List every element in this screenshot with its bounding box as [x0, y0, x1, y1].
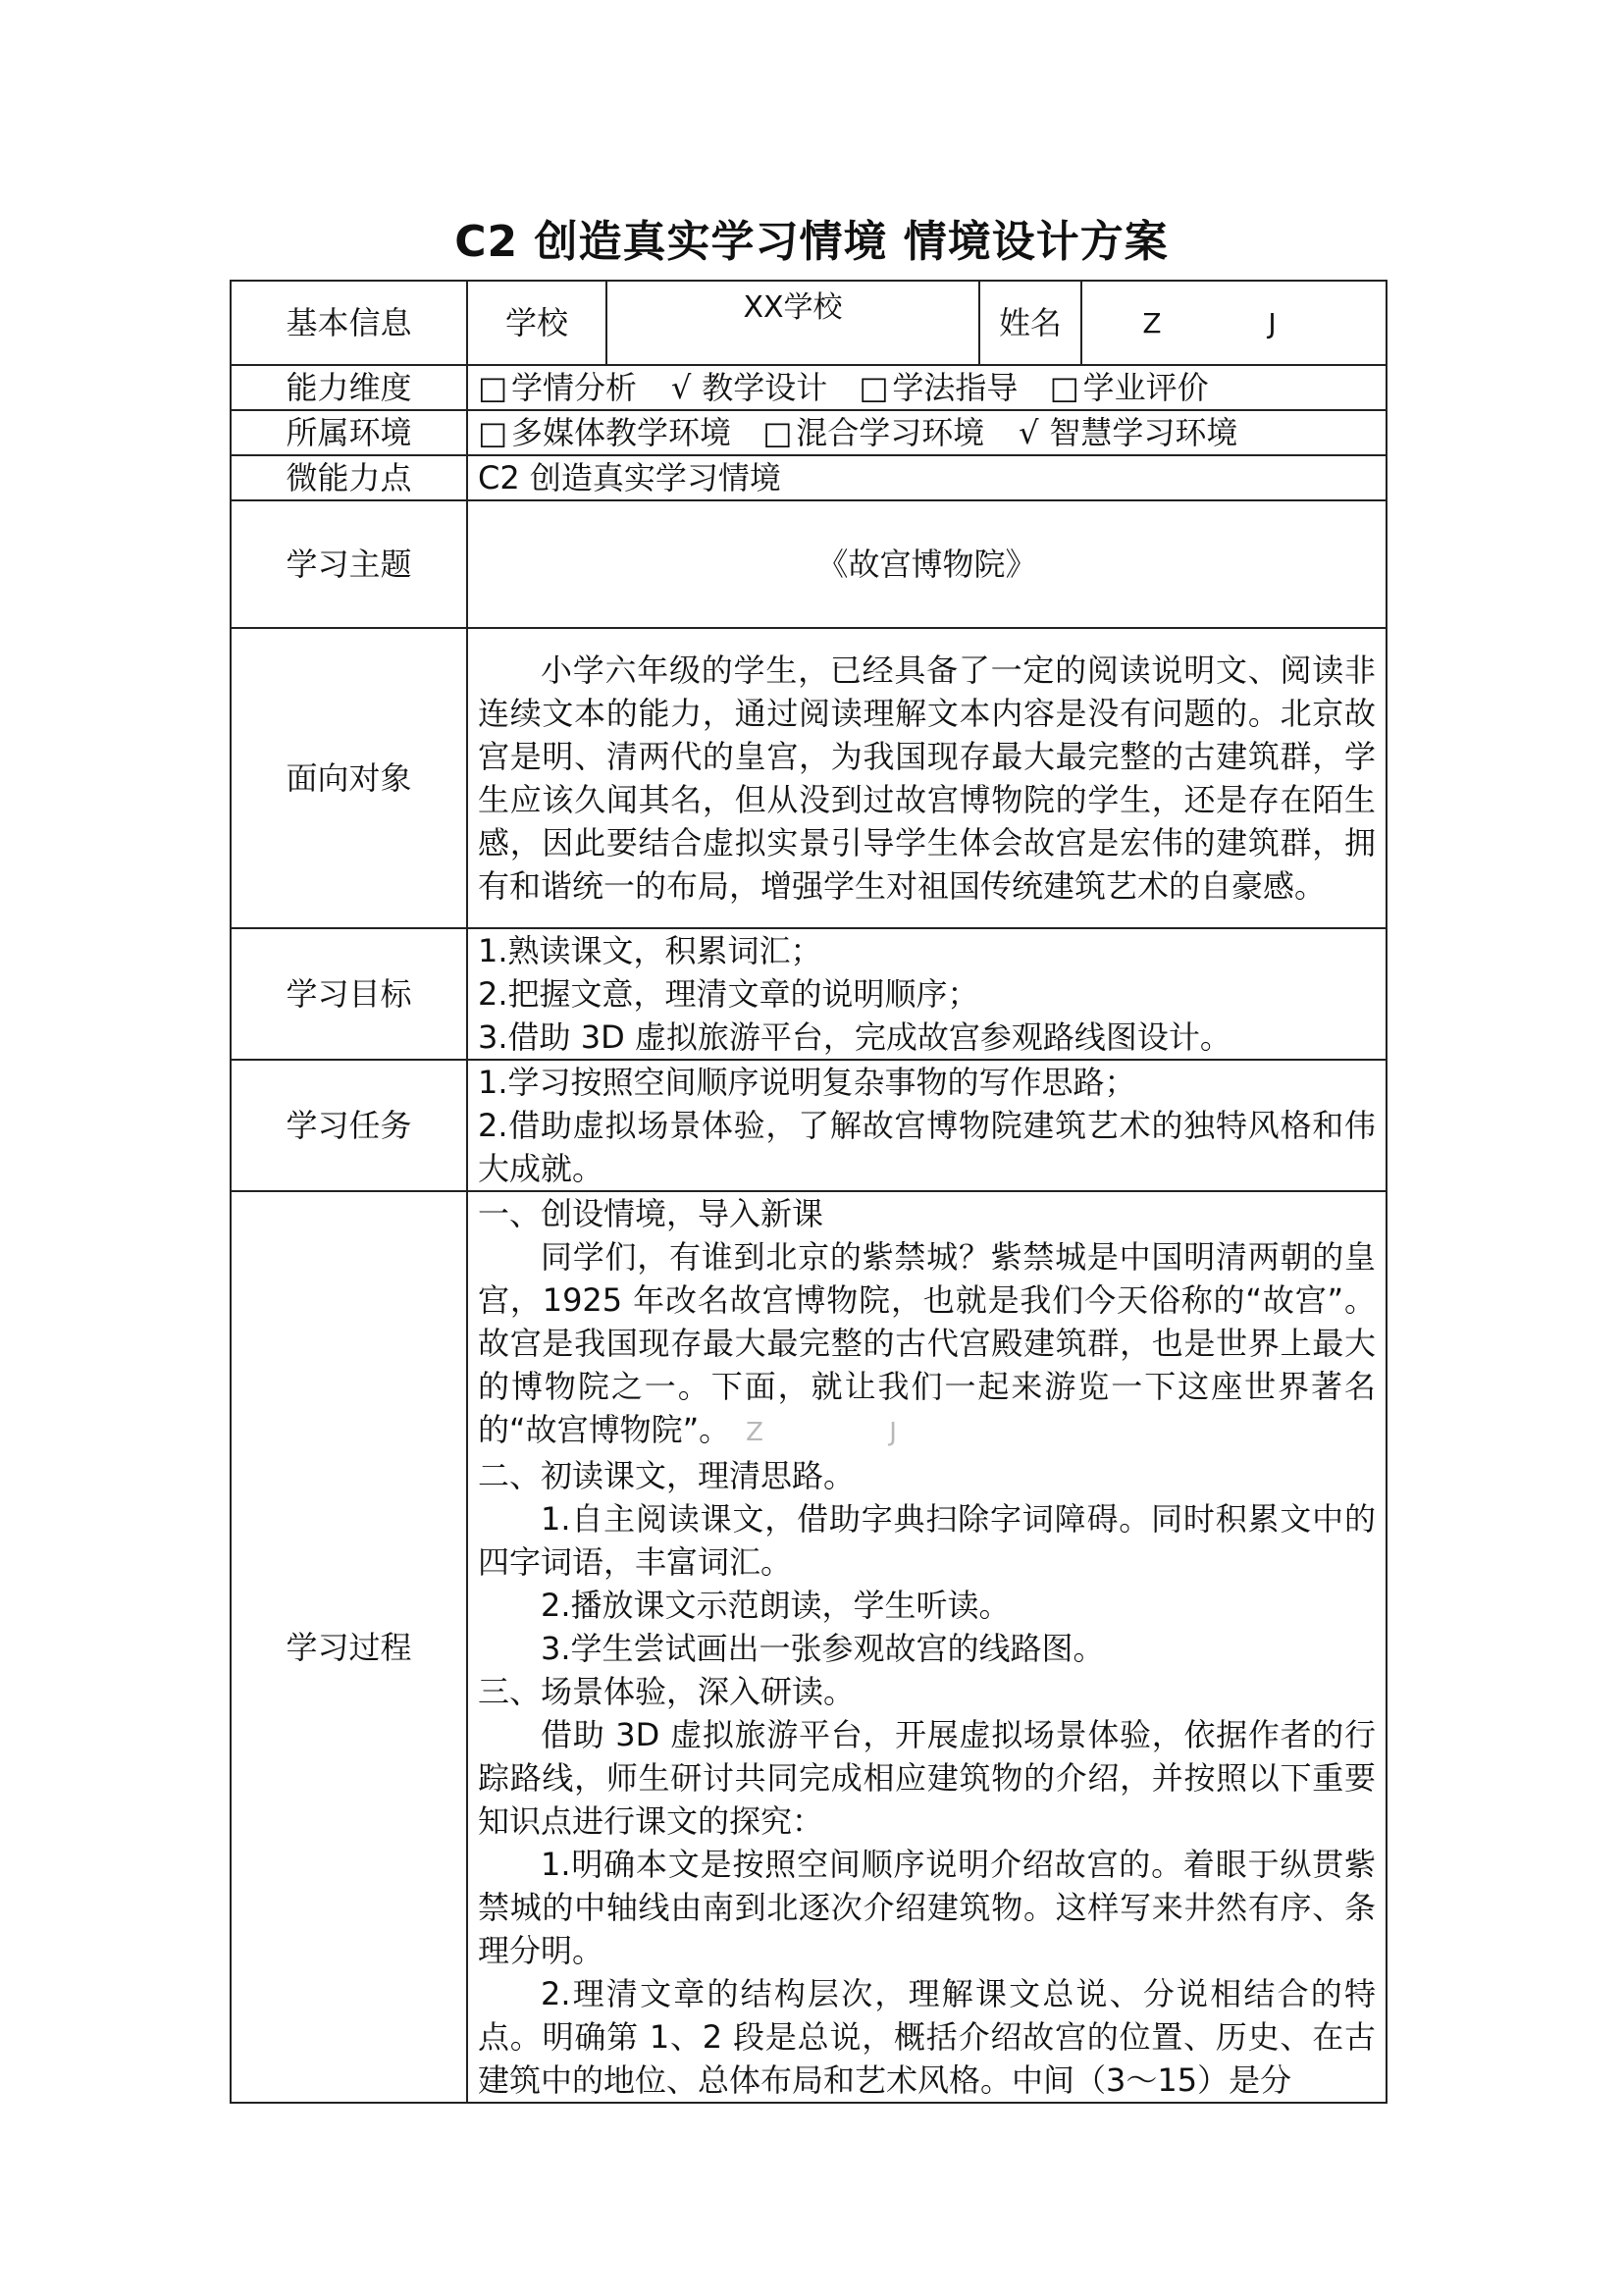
environment-option-1	[478, 414, 731, 451]
goal-item: 2.把握文意，理清文章的说明顺序；	[478, 975, 979, 1013]
checkbox-icon: □	[1049, 369, 1079, 406]
task-item: 1.学习按照空间顺序说明复杂事物的写作思路；	[478, 1064, 1136, 1101]
audience-paragraph: 小学六年级的学生，已经具备了一定的阅读说明文、阅读非连续文本的能力，通过阅读理解文本内容是没有问题的。北京故宫是明、清两代的皇宫，为我国现存最大最完整的古建筑群，学生应该久闻其名，但从没到过故宫博物院的学生，还是存在陌生感，因此要结合虚拟实景引导学生体会故宫是宏伟的建筑群，拥有和谐统一的布局，增强学生对祖国传统建筑艺术的自豪感。	[478, 652, 1376, 905]
ability-option-label: 教学设计	[702, 369, 828, 406]
process-paragraph: 借助 3D 虚拟旅游平台，开展虚拟场景体验，依据作者的行踪路线，师生研讨共同完成相应建筑物的介绍，并按照以下重要知识点进行课文的探究：	[478, 1716, 1376, 1840]
ability-option-label: 学业评价	[1082, 369, 1209, 406]
process-heading-1: 一、创设情境，导入新课	[478, 1195, 824, 1232]
value-name	[1081, 281, 1387, 365]
label-ability: 能力维度	[231, 365, 467, 410]
value-topic: 《故宫博物院》	[467, 500, 1387, 628]
label-goals: 学习目标	[231, 928, 467, 1060]
ability-option-label: 学情分析	[511, 369, 638, 406]
row-micro-ability	[231, 455, 1387, 500]
goal-item: 3.借助 3D 虚拟旅游平台，完成故宫参观路线图设计。	[478, 1018, 1231, 1056]
row-ability	[231, 365, 1387, 410]
environment-option-label: 智慧学习环境	[1049, 414, 1238, 451]
process-paragraph	[478, 1235, 1376, 1454]
value-micro-ability: C2 创造真实学习情境	[467, 455, 1387, 500]
process-heading-2: 二、初读课文，理清思路。	[478, 1457, 856, 1494]
checkbox-icon: □	[478, 369, 508, 406]
process-heading-3: 三、场景体验，深入研读。	[478, 1673, 856, 1710]
process-text: 同学们，有谁到北京的紫禁城？紫禁城是中国明清两朝的皇宫，1925 年改名故宫博物院，也就是我们今天俗称的“故宫”。故宫是我国现存最大最完整的古代宫殿建筑群，也是世界上最大的博物院之一。下面，就让我们一起来游览一下这座世界著名的“故宫博物院”。	[478, 1238, 1376, 1448]
label-micro-ability: 微能力点	[231, 455, 467, 500]
school-name-text: XX学校	[743, 290, 843, 325]
label-environment: 所属环境	[231, 410, 467, 455]
design-table	[230, 280, 1387, 2104]
environment-option-2	[762, 414, 984, 451]
environment-option-label: 混合学习环境	[796, 414, 985, 451]
label-audience: 面向对象	[231, 628, 467, 928]
ability-option-1	[478, 369, 637, 406]
goal-item: 1.熟读课文，积累词汇；	[478, 932, 822, 969]
ability-option-label: 学法指导	[892, 369, 1019, 406]
watermark-text: Z J	[746, 1418, 956, 1447]
ability-option-3	[859, 369, 1018, 406]
label-school: 学校	[467, 281, 606, 365]
environment-option-3	[1016, 414, 1237, 451]
process-paragraph: 2.理清文章的结构层次，理解课文总说、分说相结合的特点。明确第 1、2 段是总说，概括介绍故宫的位置、历史、在古建筑中的地位、总体布局和艺术风格。中间（3～15）是分	[478, 1975, 1376, 2099]
row-audience	[231, 628, 1387, 928]
label-name: 姓名	[979, 281, 1081, 365]
checkbox-icon: □	[859, 369, 889, 406]
label-basic-info: 基本信息	[231, 281, 467, 365]
task-item: 2.借助虚拟场景体验，了解故宫博物院建筑艺术的独特风格和伟大成就。	[478, 1107, 1376, 1187]
row-topic	[231, 500, 1387, 628]
label-process: 学习过程	[231, 1191, 467, 2103]
value-audience	[467, 628, 1387, 928]
checkbox-icon: □	[478, 414, 508, 451]
value-school	[606, 281, 979, 365]
row-basic-info	[231, 281, 1387, 365]
person-name-text: Z J	[1142, 307, 1326, 339]
process-paragraph: 3.学生尝试画出一张参观故宫的线路图。	[541, 1630, 1105, 1667]
checkbox-icon: □	[762, 414, 793, 451]
label-topic: 学习主题	[231, 500, 467, 628]
process-paragraph: 1.自主阅读课文，借助字典扫除字词障碍。同时积累文中的四字词语，丰富词汇。	[478, 1500, 1376, 1581]
page-title: C2 创造真实学习情境 情境设计方案	[454, 217, 1169, 267]
environment-option-label: 多媒体教学环境	[511, 414, 732, 451]
process-paragraph: 1.明确本文是按照空间顺序说明介绍故宫的。着眼于纵贯紫禁城的中轴线由南到北逐次介绍建筑物。这样写来井然有序、条理分明。	[478, 1846, 1376, 1969]
ability-option-4	[1050, 369, 1209, 406]
row-goals	[231, 928, 1387, 1060]
value-goals	[467, 928, 1387, 1060]
row-tasks	[231, 1060, 1387, 1191]
ability-option-2	[668, 369, 827, 406]
checkmark-icon: √	[1019, 414, 1039, 451]
process-paragraph: 2.播放课文示范朗读，学生听读。	[541, 1587, 1011, 1624]
environment-options	[467, 410, 1387, 455]
ability-options	[467, 365, 1387, 410]
value-process	[467, 1191, 1387, 2103]
checkmark-icon: √	[670, 369, 692, 406]
row-process	[231, 1191, 1387, 2103]
value-tasks	[467, 1060, 1387, 1191]
label-tasks: 学习任务	[231, 1060, 467, 1191]
row-environment	[231, 410, 1387, 455]
